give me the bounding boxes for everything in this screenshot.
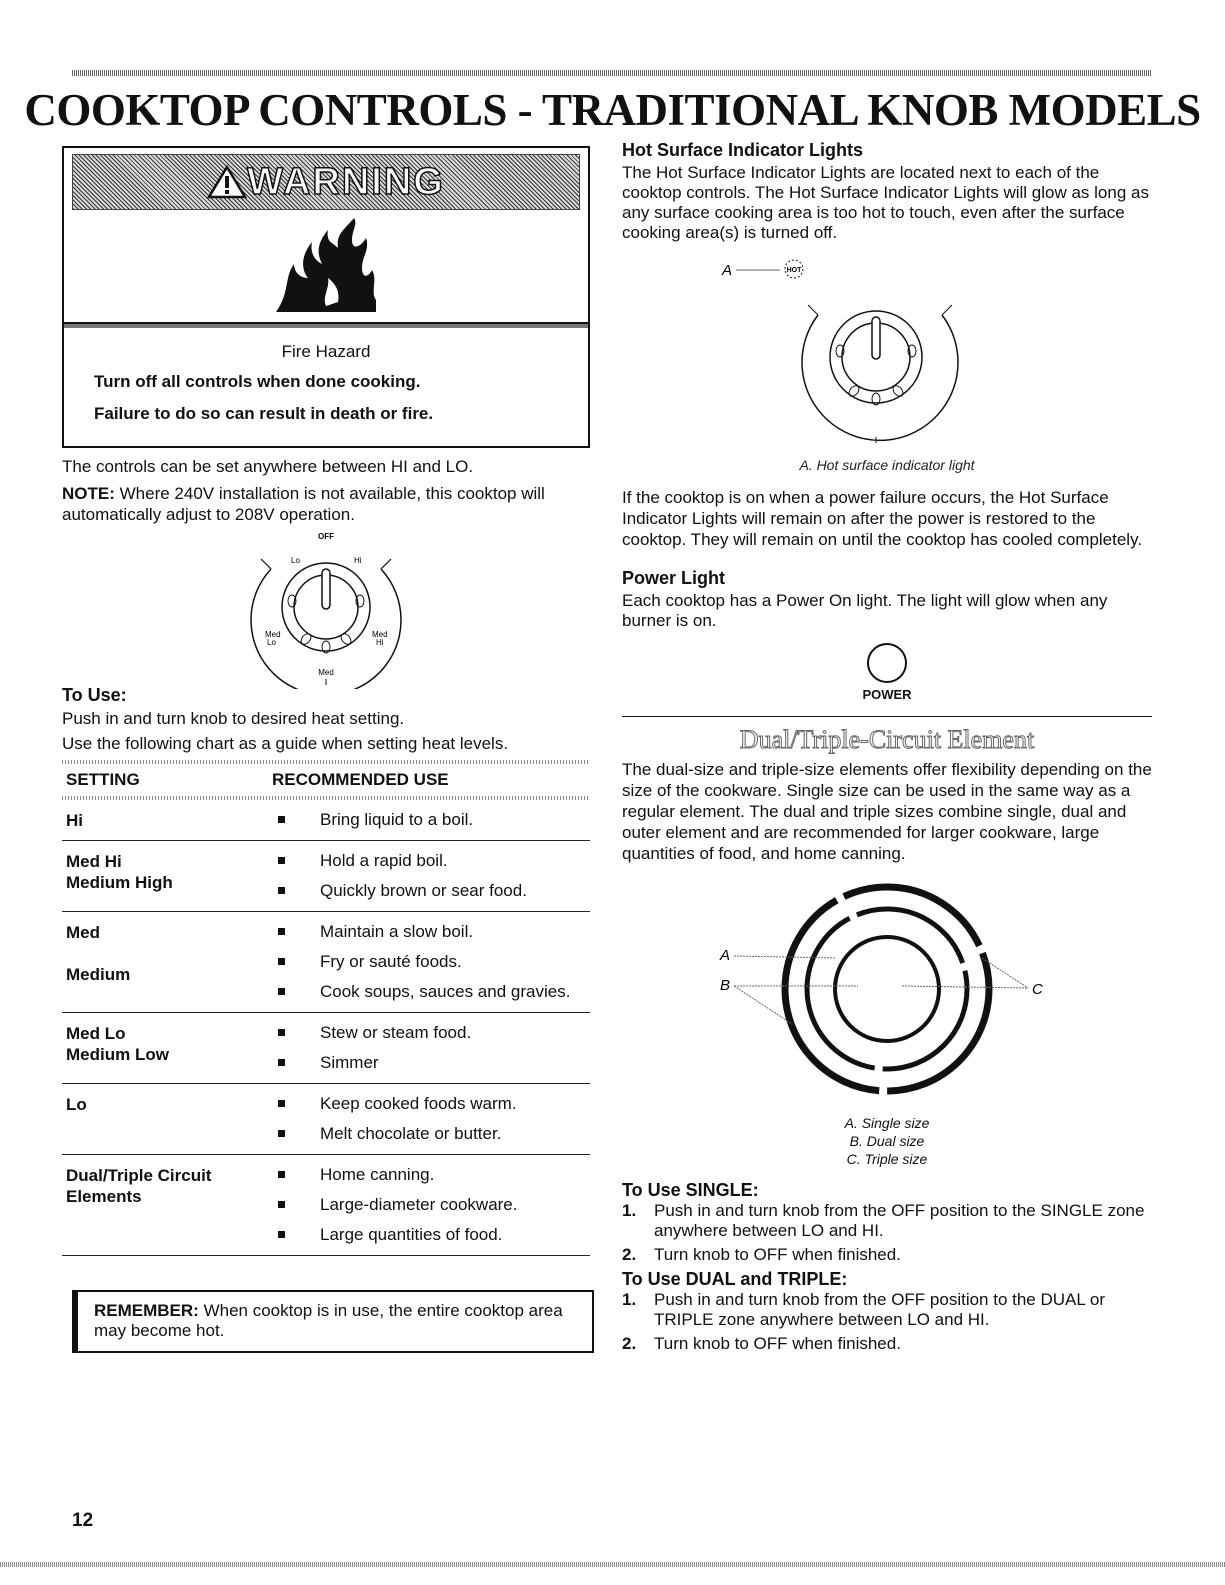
hot-indicator-label: HOT xyxy=(786,267,802,274)
note-text: Where 240V installation is not available, this cooktop will automatically adjust to 208V operation. xyxy=(62,484,545,524)
table-row xyxy=(62,1083,590,1154)
power-failure-text: If the cooktop is on when a power failure occurs, the Hot Surface Indicator Lights will remain on after the power is restored to the cooktop. They will remain on until the cooktop has cooled completely. xyxy=(622,488,1143,549)
top-dotted-rule xyxy=(72,70,1152,76)
setting-cell: Dual/Triple Circuit Elements xyxy=(66,1166,212,1206)
to-use-line-1: Push in and turn knob to desired heat setting. xyxy=(62,709,405,728)
step-number: 2. xyxy=(622,1245,637,1264)
table-col-recommended-use: RECOMMENDED USE xyxy=(272,770,449,789)
knob-lo-label: Lo xyxy=(291,556,300,565)
use-text: Simmer xyxy=(320,1053,379,1072)
use-item xyxy=(278,851,590,871)
dual-step-2 xyxy=(622,1334,1152,1354)
knob-medhi-label-1: Med xyxy=(372,630,388,639)
single-step-1 xyxy=(622,1201,1152,1241)
fire-icon-area xyxy=(64,210,588,324)
right-column xyxy=(622,140,1152,1358)
triple-element-diagram xyxy=(622,874,1152,1114)
setting-cell: Med Hi Medium High xyxy=(66,852,173,892)
hot-surface-knob-diagram xyxy=(622,255,1152,455)
use-text: Cook soups, sauces and gravies. xyxy=(320,982,571,1001)
caption-single: A. Single size xyxy=(844,1115,930,1131)
caption-dual: B. Dual size xyxy=(849,1133,925,1149)
step-number: 1. xyxy=(622,1201,637,1220)
knob-medhi-label-2: Hi xyxy=(376,638,384,647)
dual-triple-heading: Dual/Triple-Circuit Element xyxy=(739,725,1035,754)
recommended-use-cell xyxy=(278,1094,590,1146)
use-text: Melt chocolate or butter. xyxy=(320,1124,502,1143)
use-text: Stew or steam food. xyxy=(320,1023,472,1042)
use-dual-steps xyxy=(622,1290,1152,1354)
hot-surface-caption: A. Hot surface indicator light xyxy=(799,457,975,473)
use-single-heading: To Use SINGLE: xyxy=(622,1180,759,1200)
knob-off-label: OFF xyxy=(318,532,334,541)
single-step-2 xyxy=(622,1245,1152,1265)
warning-hazard: Fire Hazard xyxy=(281,342,371,361)
warning-banner xyxy=(72,154,580,210)
use-item xyxy=(278,922,590,942)
bullet-icon xyxy=(278,1225,320,1245)
bullet-icon xyxy=(278,810,320,830)
recommended-use-cell xyxy=(278,851,590,903)
use-item xyxy=(278,1225,590,1245)
table-row xyxy=(62,1154,590,1255)
warning-heading: WARNING xyxy=(247,160,445,203)
use-text: Home canning. xyxy=(320,1165,435,1184)
settings-table-body xyxy=(62,800,590,1255)
use-item xyxy=(278,1124,590,1144)
remember-box xyxy=(72,1290,594,1353)
use-text: Large-diameter cookware. xyxy=(320,1195,518,1214)
bottom-dotted-rule xyxy=(0,1562,1225,1567)
use-text: Large quantities of food. xyxy=(320,1225,503,1244)
step-text: Push in and turn knob from the OFF position to the SINGLE zone anywhere between LO and HI. xyxy=(654,1201,1145,1240)
bullet-icon xyxy=(278,881,320,901)
to-use-line-2: Use the following chart as a guide when setting heat levels. xyxy=(62,734,509,753)
table-row xyxy=(62,840,590,911)
remember-label: REMEMBER: xyxy=(94,1301,199,1320)
note-label: NOTE: xyxy=(62,484,115,503)
use-text: Maintain a slow boil. xyxy=(320,922,474,941)
use-text: Bring liquid to a boil. xyxy=(320,810,474,829)
control-knob-diagram xyxy=(226,529,426,689)
use-item xyxy=(278,1195,590,1215)
section-rule xyxy=(622,716,1152,717)
element-diagram xyxy=(622,874,1152,1114)
use-item xyxy=(278,952,590,972)
step-number: 1. xyxy=(622,1290,637,1309)
page-title: COOKTOP CONTROLS - TRADITIONAL KNOB MODELS xyxy=(24,85,1201,135)
power-light-heading: Power Light xyxy=(622,568,725,588)
bullet-icon xyxy=(278,1023,320,1043)
recommended-use-cell xyxy=(278,1023,590,1075)
callout-b: B xyxy=(720,977,731,994)
bullet-icon xyxy=(278,851,320,871)
table-bottom-rule xyxy=(62,1255,590,1256)
setting-cell: Med Medium xyxy=(66,923,131,984)
recommended-use-cell xyxy=(278,1165,590,1247)
knob-med-label: Med xyxy=(318,668,334,677)
use-single-steps xyxy=(622,1201,1152,1265)
step-number: 2. xyxy=(622,1334,637,1353)
recommended-use-cell xyxy=(278,922,590,1004)
use-item xyxy=(278,1023,590,1043)
step-text: Push in and turn knob from the OFF position to the DUAL or TRIPLE zone anywhere between LO and HI. xyxy=(654,1290,1106,1329)
controls-range-text: The controls can be set anywhere between HI and LO. xyxy=(62,457,474,476)
to-use-heading: To Use: xyxy=(62,685,127,705)
use-text: Quickly brown or sear food. xyxy=(320,881,527,900)
bullet-icon xyxy=(278,1124,320,1144)
fire-hazard-icon xyxy=(266,216,386,316)
left-column xyxy=(62,146,590,1353)
hot-surface-text: The Hot Surface Indicator Lights are located next to each of the cooktop controls. The Hot Surface Indicator Lights will glow as long as any surface cooking area is too hot to touch, even after the surface cooking area(s) is turned off. xyxy=(622,163,1149,242)
recommended-use-cell xyxy=(278,810,590,832)
use-item xyxy=(278,1094,590,1114)
callout-a: A xyxy=(720,947,731,964)
use-dual-heading: To Use DUAL and TRIPLE: xyxy=(622,1269,848,1289)
step-text: Turn knob to OFF when finished. xyxy=(654,1334,901,1353)
power-light-text: Each cooktop has a Power On light. The light will glow when any burner is on. xyxy=(622,591,1108,630)
callout-c: C xyxy=(1032,981,1043,998)
hot-surface-diagram xyxy=(622,255,1152,455)
table-header xyxy=(62,764,590,796)
page-number: 12 xyxy=(72,1510,94,1531)
setting-cell: Lo xyxy=(66,1095,87,1114)
setting-cell: Hi xyxy=(66,811,83,830)
bullet-icon xyxy=(278,952,320,972)
use-item xyxy=(278,982,590,1002)
warning-box xyxy=(62,146,590,448)
power-label: POWER xyxy=(862,687,912,702)
use-text: Fry or sauté foods. xyxy=(320,952,462,971)
power-light-icon xyxy=(865,641,909,685)
note-paragraph xyxy=(62,483,590,525)
power-indicator xyxy=(622,641,1152,702)
dual-step-1 xyxy=(622,1290,1152,1330)
table-row xyxy=(62,911,590,1012)
knob-hi-label: Hi xyxy=(354,556,362,565)
use-text: Keep cooked foods warm. xyxy=(320,1094,517,1113)
bullet-icon xyxy=(278,922,320,942)
hot-surface-heading: Hot Surface Indicator Lights xyxy=(622,140,864,160)
knob-medlo-label-1: Med xyxy=(265,630,281,639)
knob-medlo-label-2: Lo xyxy=(267,638,276,647)
knob-diagram xyxy=(62,529,590,689)
use-item xyxy=(278,1165,590,1185)
bullet-icon xyxy=(278,1195,320,1215)
dual-triple-text: The dual-size and triple-size elements offer flexibility depending on the size of the cookware. Single size can be used in the same way as a regular element. The dual and triple sizes combine single, dual and outer element and are recommended for larger cookware, large quantities of food, and home canning. xyxy=(622,760,1152,863)
warning-triangle-icon xyxy=(207,165,247,199)
caption-triple: C. Triple size xyxy=(846,1151,928,1167)
use-item xyxy=(278,881,590,901)
element-captions xyxy=(622,1114,1152,1168)
setting-cell: Med Lo Medium Low xyxy=(66,1024,169,1064)
warning-line-2: Failure to do so can result in death or fire. xyxy=(94,404,434,423)
bullet-icon xyxy=(278,1053,320,1073)
use-item xyxy=(278,810,590,830)
table-row xyxy=(62,800,590,840)
use-text: Hold a rapid boil. xyxy=(320,851,448,870)
table-col-setting: SETTING xyxy=(66,770,140,789)
callout-a-hot: A xyxy=(722,262,733,279)
bullet-icon xyxy=(278,1094,320,1114)
bullet-icon xyxy=(278,982,320,1002)
warning-line-1: Turn off all controls when done cooking. xyxy=(94,372,421,391)
bullet-icon xyxy=(278,1165,320,1185)
table-row xyxy=(62,1012,590,1083)
step-text: Turn knob to OFF when finished. xyxy=(654,1245,901,1264)
remember-text: When cooktop is in use, the entire cooktop area may become hot. xyxy=(94,1301,563,1340)
use-item xyxy=(278,1053,590,1073)
